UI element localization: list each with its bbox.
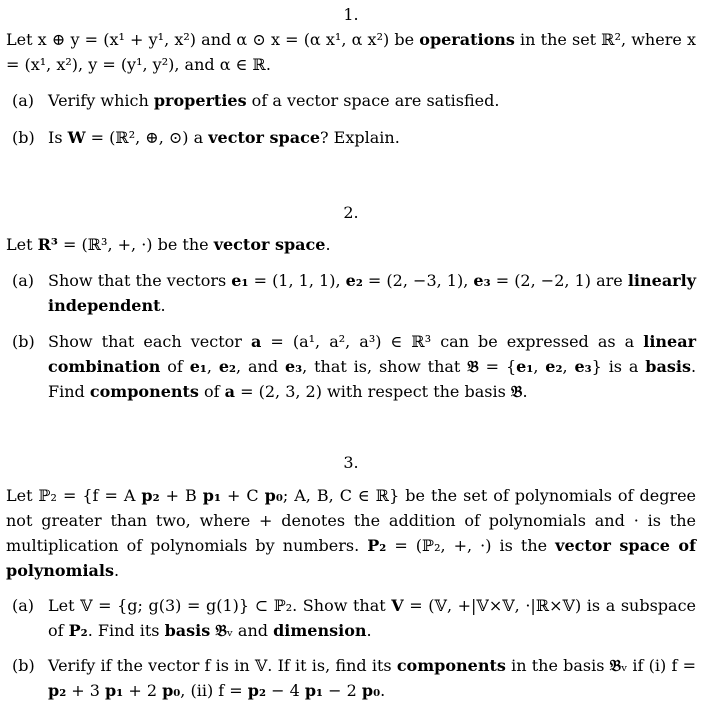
- problem-number: 1.: [343, 5, 359, 24]
- problem-intro: Let ℙ₂ = {f = A p₂ + B p₁ + C p₀; A, B, C ∈ ℝ} be the set of polynomials of degree not greater than two, where + denotes the addition of polynomials and · is the multiplication of polynomials by numbers. P₂ = (ℙ₂, +, ·) is the vector space of polynomials.: [6, 486, 697, 580]
- problem-intro: Let R³ = (ℝ³, +, ·) be the vector space.: [6, 235, 331, 254]
- item-a: (a) Show that the vectors e₁ = (1, 1, 1), e₂ = (2, −3, 1), e₃ = (2, −2, 1) are linearly independent.: [12, 271, 696, 315]
- problem-2: [6, 200, 696, 404]
- item-b: (b) Show that each vector a = (a¹, a², a³) ∈ ℝ³ can be expressed as a linear combination of e₁, e₂, and e₃, that is, show that 𝔅 = {e₁, e₂, e₃} is a basis. Find components of a = (2, 3, 2) with respect the basis 𝔅.: [12, 332, 697, 401]
- item-a: (a) Verify which properties of a vector space are satisfied.: [12, 91, 500, 110]
- problem-intro: Let x ⊕ y = (x¹ + y¹, x²) and α ⊙ x = (α x¹, α x²) be operations in the set ℝ², where x = (x¹, x²), y = (y¹, y²), and α ∈ ℝ.: [6, 30, 697, 74]
- item-b: (b) Is W = (ℝ², ⊕, ⊙) a vector space? Explain.: [12, 128, 400, 147]
- problem-number: 3.: [343, 453, 359, 472]
- item-b: (b) Verify if the vector f is in 𝕍. If it is, find its components in the basis 𝔅ᵥ if (i) f = p₂ + 3 p₁ + 2 p₀, (ii) f = p₂ − 4 p₁ − 2 p₀.: [12, 656, 696, 700]
- problem-number: 2.: [343, 203, 359, 222]
- item-a: (a) Let 𝕍 = {g; g(3) = g(1)} ⊂ ℙ₂. Show that V = (𝕍, +|𝕍×𝕍, ·|ℝ×𝕍) is a subspace of P₂. Find its basis 𝔅ᵥ and dimension.: [12, 596, 697, 640]
- problem-3: [6, 450, 696, 703]
- problem-1: [6, 2, 696, 150]
